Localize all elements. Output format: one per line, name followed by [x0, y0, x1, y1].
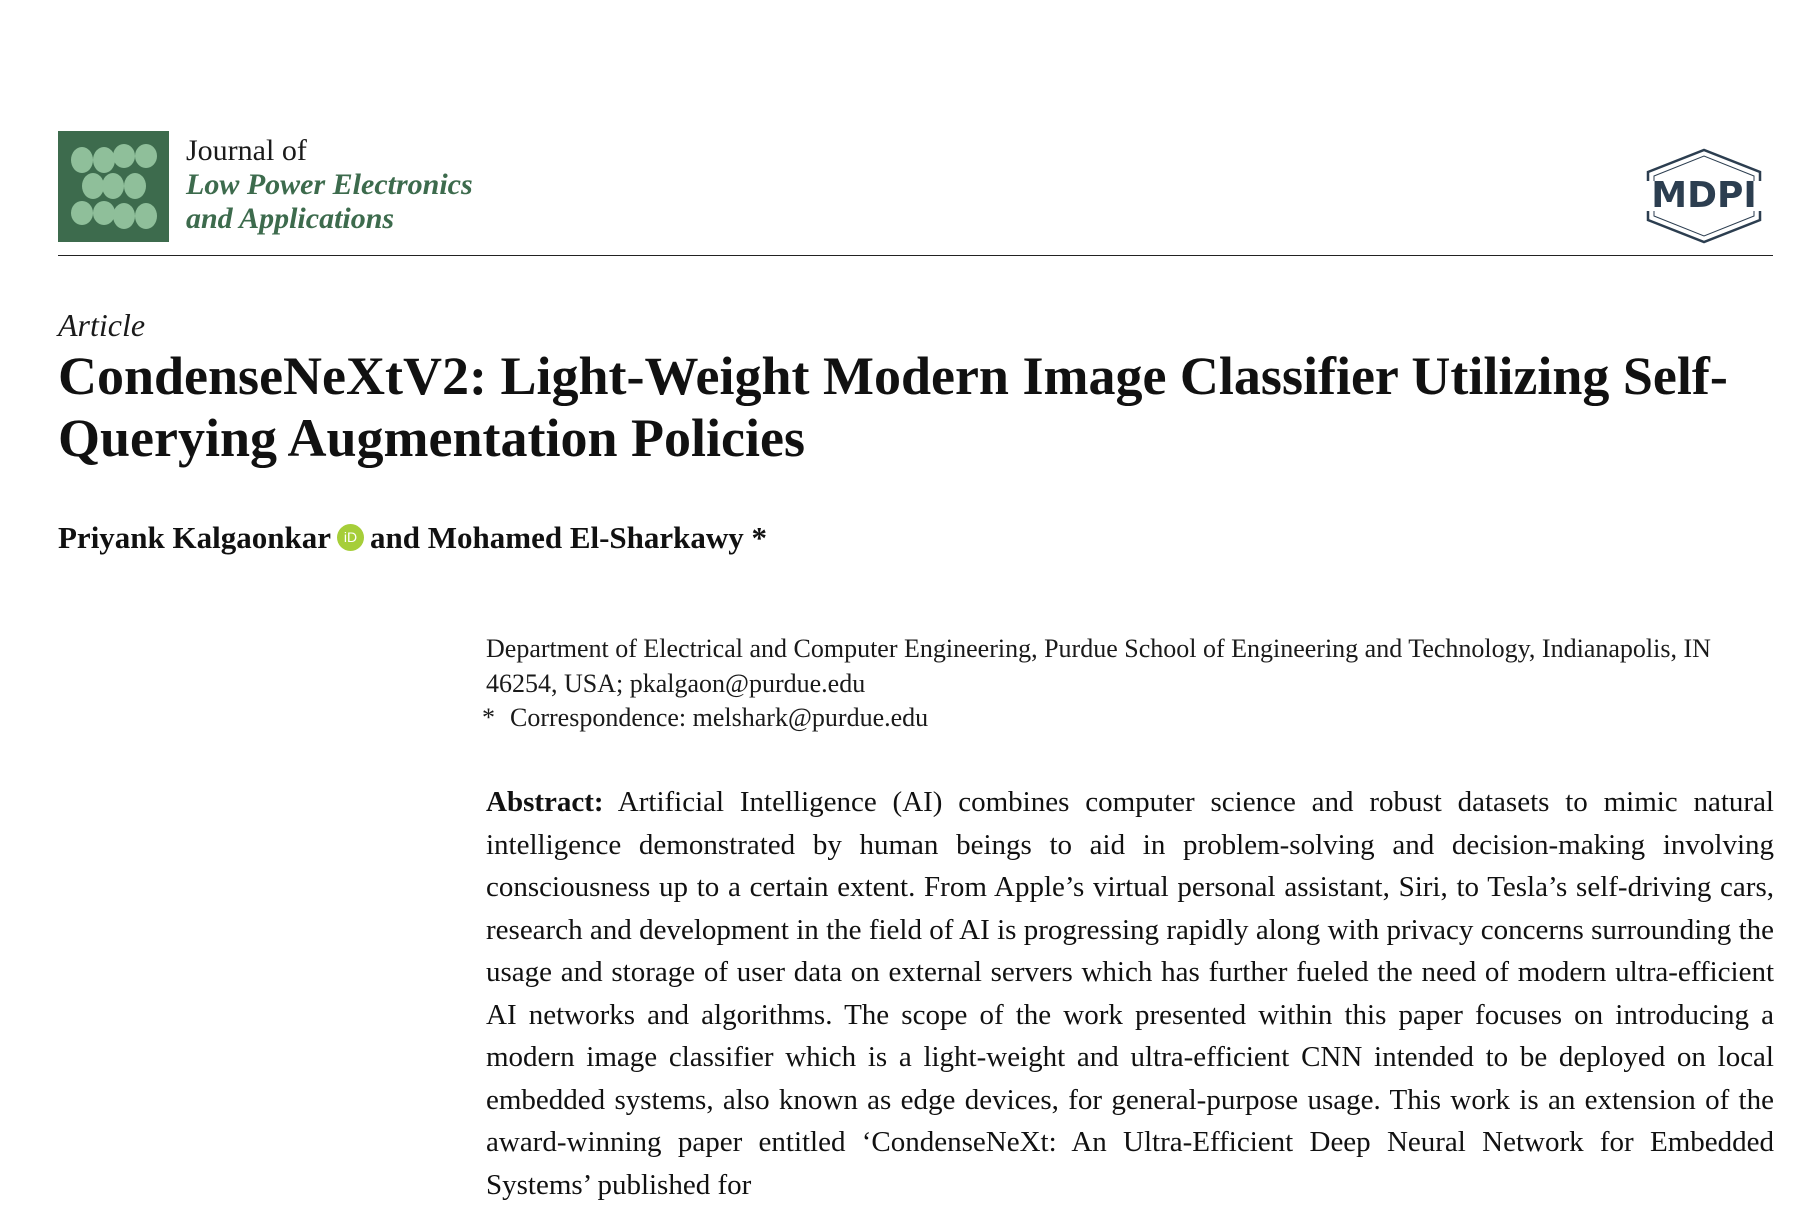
correspondence-mark: *: [482, 703, 495, 732]
journal-name: [186, 134, 473, 236]
correspondence-text: Correspondence: melshark@purdue.edu: [510, 703, 929, 732]
mdpi-hexagon-logo: [1632, 148, 1776, 244]
journal-logo-icon: [58, 131, 169, 242]
author-name-2[interactable]: and Mohamed El-Sharkawy *: [370, 520, 768, 555]
header-divider: [58, 255, 1773, 256]
mdpi-logo-text: MDPI: [1651, 175, 1757, 216]
author-name[interactable]: Priyank Kalgaonkar: [58, 520, 332, 555]
article-title: CondenseNeXtV2: Light-Weight Modern Image Classifier Utilizing Self-Querying Augmentation Policies: [58, 346, 1728, 468]
author-list: [58, 520, 767, 556]
correspondence: [482, 700, 928, 735]
article-type: Article: [58, 307, 146, 343]
abstract-label: Abstract:: [486, 786, 604, 818]
abstract: [486, 781, 1774, 1206]
journal-name-line1: Journal of: [186, 134, 307, 167]
journal-name-line3: and Applications: [186, 202, 395, 235]
mdpi-logo: [1632, 148, 1776, 244]
abstract-text: Artificial Intelligence (AI) combines computer science and robust datasets to mimic natural intelligence demonstrated by human beings to aid in problem-solving and decision-making involving consciousness up to a certain extent. From Apple’s virtual personal assistant, Siri, to Tesla’s self-driving cars, research and development in the field of AI is progressing rapidly along with privacy concerns surrounding the usage and storage of user data on external servers which has further fueled the need of modern ultra-efficient AI networks and algorithms. The scope of the work presented within this paper focuses on introducing a modern image classifier which is a light-weight and ultra-efficient CNN intended to be deployed on local embedded systems, also known as edge devices, for general-purpose usage. This work is an extension of the award-winning paper entitled ‘CondenseNeXt: An Ultra-Efficient Deep Neural Network for Embedded Systems’ published for: [486, 786, 1774, 1201]
affiliation: Department of Electrical and Computer Engineering, Purdue School of Engineering and Technology, Indianapolis, IN 46254, USA; pkalgaon@purdue.edu: [486, 634, 1711, 698]
orcid-icon[interactable]: iD: [337, 524, 364, 551]
journal-name-line2: Low Power Electronics: [186, 168, 473, 201]
